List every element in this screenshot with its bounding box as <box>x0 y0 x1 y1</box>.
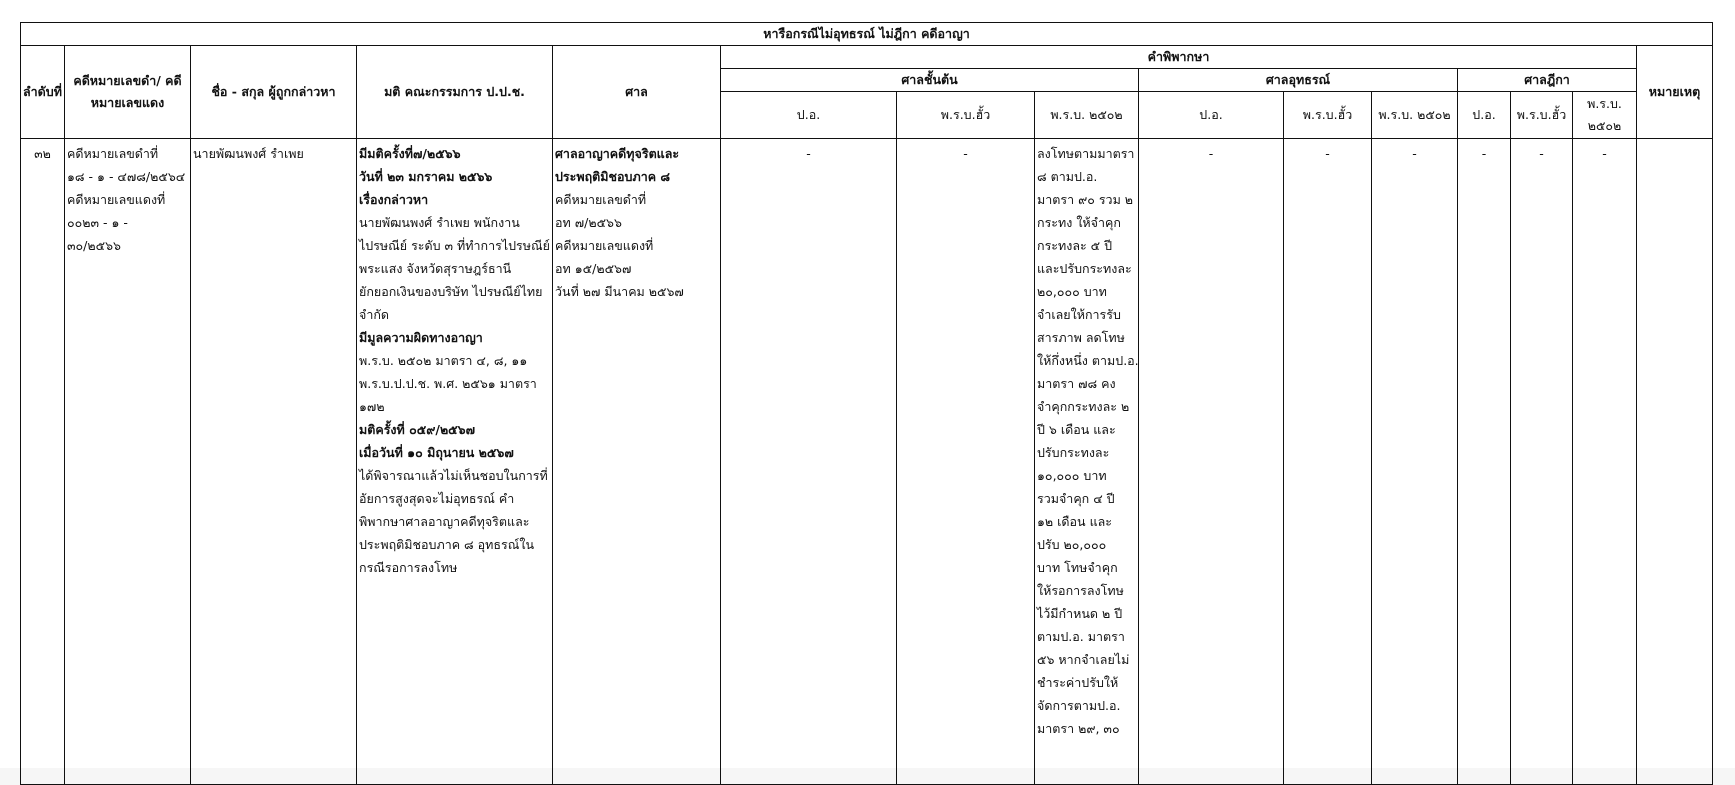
court-name: ศาลอาญาคดีทุจริตและประพฤติมิชอบภาค ๘ <box>555 146 680 184</box>
cell-first-bua: - <box>897 139 1035 785</box>
header-supreme-court: ศาลฎีกา <box>1458 69 1637 92</box>
header-resolution: มติ คณะกรรมการ ป.ป.ช. <box>357 46 553 139</box>
header-name: ชื่อ - สกุล ผู้ถูกกล่าวหา <box>191 46 357 139</box>
cell-no: ๓๒ <box>21 139 65 785</box>
cell-first-2502: ลงโทษตามมาตรา ๘ ตามป.อ. มาตรา ๙๐ รวม ๒ กระทง ให้จำคุก กระทงละ ๕ ปี และปรับกระทงละ ๒๐,๐๐๐ บาท จำเลยให้การรับ สารภาพ ลดโทษ ให้กึ่งหนึ่ง ตามป.อ. มาตรา ๗๘ คง จำคุกกระทงละ ๒ ปี ๖ เดือน และ ปรับกระทงละ ๑๐,๐๐๐ บาท รวมจำคุก ๔ ปี ๑๒ เดือน และ ปรับ ๒๐,๐๐๐ บาท โทษจำคุก ให้รอการลงโทษ ไว้มีกำหนด ๒ ปี ตามป.อ. มาตรา ๕๖ หากจำเลยไม่ ชำระค่าปรับให้ จัดการตามป.อ. มาตรา ๒๙, ๓๐ <box>1035 139 1139 785</box>
resolution-law: พ.ร.บ. ๒๕๐๒ มาตรา ๔, ๘, ๑๑ พ.ร.บ.ป.ป.ช. พ.ศ. ๒๕๖๑ มาตรา ๑๗๒ <box>359 353 537 414</box>
header-appeal-court: ศาลอุทธรณ์ <box>1139 69 1458 92</box>
header-judgment: คำพิพากษา <box>721 46 1637 69</box>
table-banner: หารือกรณีไม่อุทธรณ์ ไม่ฎีกา คดีอาญา <box>21 23 1713 46</box>
resolution-date-1: วันที่ ๒๓ มกราคม ๒๕๖๖ <box>359 169 493 184</box>
header-appeal-2502: พ.ร.บ. ๒๕๐๒ <box>1372 92 1458 139</box>
resolution-subject: เรื่องกล่าวหา <box>359 192 429 207</box>
header-appeal-bua: พ.ร.บ.ฮั้ว <box>1284 92 1372 139</box>
cell-court: ศาลอาญาคดีทุจริตและประพฤติมิชอบภาค ๘ คดีหมายเลขดำที่ อท ๗/๒๕๖๖ คดีหมายเลขแดงที่ อท ๑๕/๒๕๖๗ วันที่ ๒๗ มีนาคม ๒๕๖๗ <box>553 139 721 785</box>
cell-case-no: คดีหมายเลขดำที่ ๑๘ - ๑ - ๔๗๘/๒๕๖๔ คดีหมายเลขแดงที่ ๐๐๒๓ - ๑ - ๓๐/๒๕๖๖ <box>65 139 191 785</box>
header-appeal-po: ป.อ. <box>1139 92 1284 139</box>
cell-resolution <box>357 139 553 785</box>
header-supreme-po: ป.อ. <box>1458 92 1511 139</box>
header-first-po: ป.อ. <box>721 92 897 139</box>
header-case-no: คดีหมายเลขดำ/ คดีหมายเลขแดง <box>65 46 191 139</box>
cell-supreme-bua: - <box>1511 139 1573 785</box>
header-court: ศาล <box>553 46 721 139</box>
resolution-body-1: นายพัฒนพงศ์ รำเพย พนักงานไปรษณีย์ ระดับ ๓ ที่ทำการไปรษณีย์พระแสง จังหวัดสุราษฎร์ธานี ยักยอกเงินของบริษัท ไปรษณีย์ไทย จำกัด <box>359 215 550 322</box>
resolution-date-2: เมื่อวันที่ ๑๐ มิถุนายน ๒๕๖๗ <box>359 445 514 460</box>
header-supreme-bua: พ.ร.บ.ฮั้ว <box>1511 92 1573 139</box>
cell-appeal-po: - <box>1139 139 1284 785</box>
resolution-crime: มีมูลความผิดทางอาญา <box>359 330 483 345</box>
cell-appeal-2502: - <box>1372 139 1458 785</box>
resolution-title-2: มติครั้งที่ ๐๕๙/๒๕๖๗ <box>359 422 475 437</box>
header-remarks: หมายเหตุ <box>1637 46 1713 139</box>
table-row <box>21 139 1713 785</box>
cell-remarks <box>1637 139 1713 785</box>
cell-supreme-2502: - <box>1573 139 1637 785</box>
header-first-bua: พ.ร.บ.ฮั้ว <box>897 92 1035 139</box>
case-table <box>20 22 1713 785</box>
header-first-2502: พ.ร.บ. ๒๕๐๒ <box>1035 92 1139 139</box>
header-first-court: ศาลชั้นต้น <box>721 69 1139 92</box>
resolution-body-2: ได้พิจารณาแล้วไม่เห็นชอบในการที่อัยการสูงสุดจะไม่อุทธรณ์ คำพิพากษาศาลอาญาคดีทุจริตและประพฤติมิชอบภาค ๘ อุทธรณ์ในกรณีรอการลงโทษ <box>359 468 548 575</box>
header-no: ลำดับที่ <box>21 46 65 139</box>
header-supreme-2502: พ.ร.บ. ๒๕๐๒ <box>1573 92 1637 139</box>
resolution-title-1: มีมติครั้งที่๗/๒๕๖๖ <box>359 146 461 161</box>
cell-first-po: - <box>721 139 897 785</box>
cell-name: นายพัฒนพงศ์ รำเพย <box>191 139 357 785</box>
cell-appeal-bua: - <box>1284 139 1372 785</box>
cell-supreme-po: - <box>1458 139 1511 785</box>
